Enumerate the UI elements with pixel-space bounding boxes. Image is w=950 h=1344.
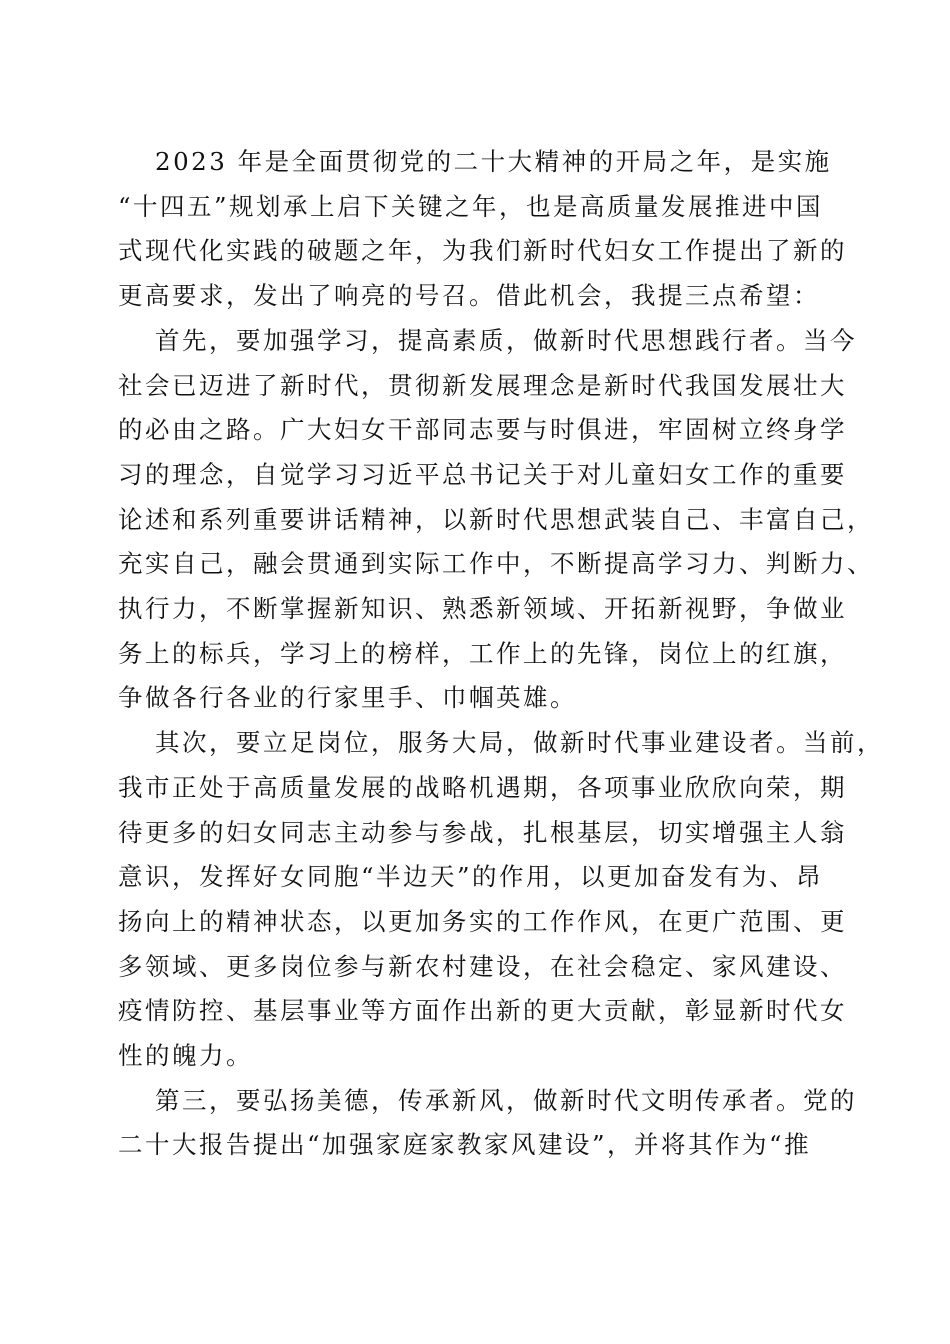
text-line: 务上的标兵，学习上的榜样，工作上的先锋，岗位上的红旗， xyxy=(118,638,847,668)
text-line: 首先，要加强学习，提高素质，做新时代思想践行者。当今 xyxy=(155,325,857,355)
text-line: 更高要求，发出了响亮的号召。借此机会，我提三点希望： xyxy=(118,281,820,311)
text-line: 待更多的妇女同志主动参与参战，扎根基层，切实增强主人翁 xyxy=(118,817,847,847)
text-line: 充实自己，融会贯通到实际工作中，不断提高学习力、判断力、 xyxy=(118,549,874,579)
text-line: 第三，要弘扬美德，传承新风，做新时代文明传承者。党的 xyxy=(155,1085,857,1115)
text-line: 社会已迈进了新时代，贯彻新发展理念是新时代我国发展壮大 xyxy=(118,370,847,400)
text-line: 二十大报告提出“加强家庭家教家风建设”，并将其作为“推 xyxy=(118,1130,812,1160)
text-line: 2023 年是全面贯彻党的二十大精神的开局之年，是实施 xyxy=(155,147,832,176)
text-line: 习的理念，自觉学习习近平总书记关于对儿童妇女工作的重要 xyxy=(118,459,847,489)
text-line: “十四五”规划承上启下关键之年，也是高质量发展推进中国 xyxy=(118,191,824,221)
text-line: 式现代化实践的破题之年，为我们新时代妇女工作提出了新的 xyxy=(118,236,847,266)
text-line: 性的魄力。 xyxy=(118,1041,253,1070)
text-line: 争做各行各业的行家里手、巾帼英雄。 xyxy=(118,683,577,713)
text-line: 疫情防控、基层事业等方面作出新的更大贡献，彰显新时代女 xyxy=(118,996,847,1026)
text-line: 扬向上的精神状态，以更加务实的工作作风，在更广范围、更 xyxy=(118,906,847,936)
text-line: 我市正处于高质量发展的战略机遇期，各项事业欣欣向荣，期 xyxy=(118,772,847,802)
text-line: 多领域、更多岗位参与新农村建设，在社会稳定、家风建设、 xyxy=(118,951,847,981)
text-line: 执行力，不断掌握新知识、熟悉新领域、开拓新视野，争做业 xyxy=(118,594,847,623)
text-line: 其次，要立足岗位，服务大局，做新时代事业建设者。当前， xyxy=(155,728,884,758)
text-line: 意识，发挥好女同胞“半边天”的作用，以更加奋发有为、昂 xyxy=(118,862,824,892)
text-line: 论述和系列重要讲话精神，以新时代思想武装自己、丰富自己， xyxy=(118,504,874,534)
text-line: 的必由之路。广大妇女干部同志要与时俱进，牢固树立终身学 xyxy=(118,415,847,445)
